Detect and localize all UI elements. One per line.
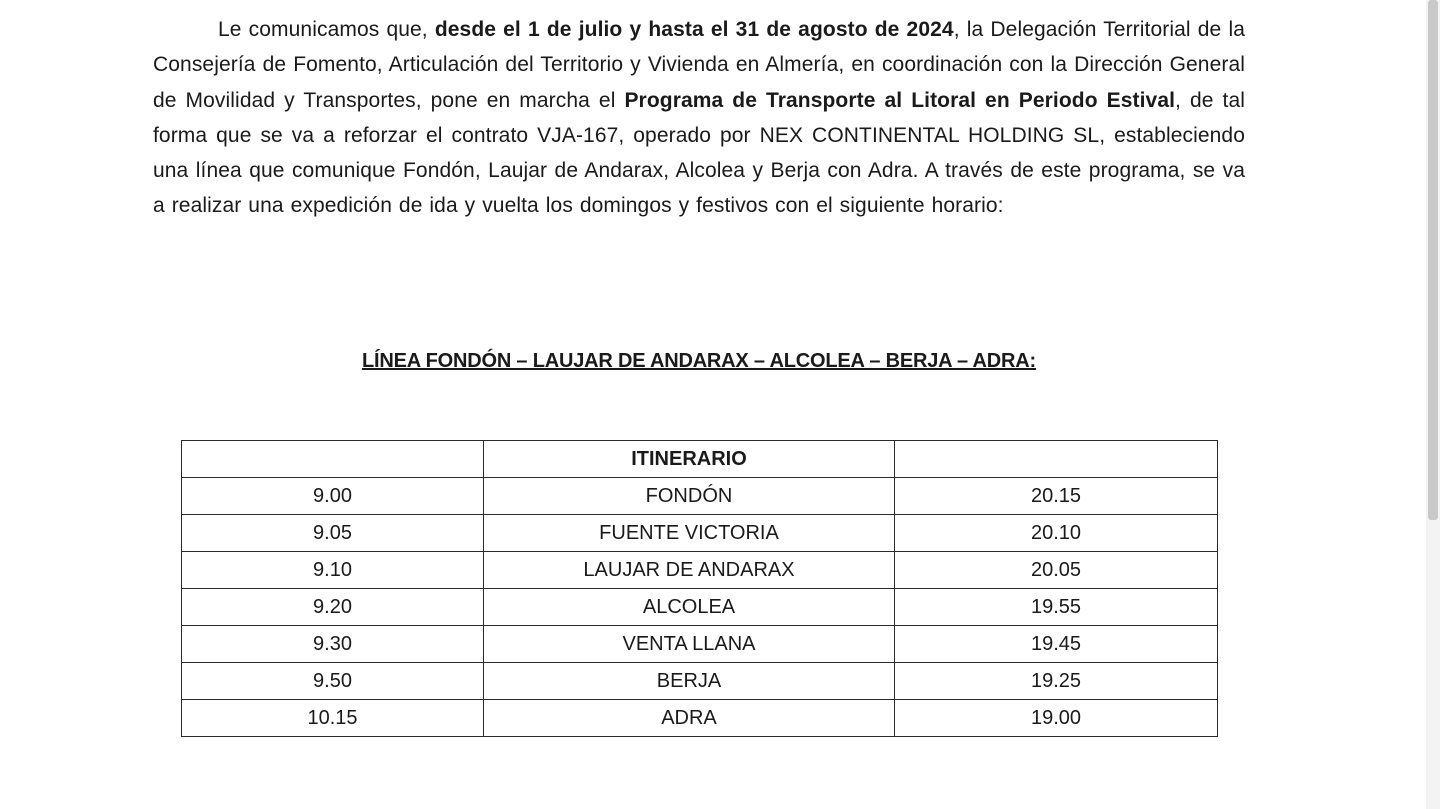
outbound-time: 10.15 [182, 700, 484, 737]
return-time: 20.05 [895, 552, 1218, 589]
stop-name: VENTA LLANA [484, 626, 895, 663]
table-row [182, 589, 1218, 626]
return-time: 19.00 [895, 700, 1218, 737]
intro-text-1: Le comunicamos que, [218, 18, 435, 41]
return-time: 19.55 [895, 589, 1218, 626]
outbound-time: 9.20 [182, 589, 484, 626]
intro-text-3: , de tal forma que se va a reforzar el contrato VJA-167, operado por NEX CONTINENTAL HOLDING SL, estableciendo una línea que comunique Fondón, Laujar de Andarax, Alcolea y Berja con Adra. A través de este programa, se va a realizar una expedición de ida y vuelta los domingos y festivos con el siguiente horario: [153, 88, 1245, 218]
table-row [182, 478, 1218, 515]
table-row [182, 515, 1218, 552]
stop-name: LAUJAR DE ANDARAX [484, 552, 895, 589]
stop-name: FONDÓN [484, 478, 895, 515]
stop-name: FUENTE VICTORIA [484, 515, 895, 552]
outbound-time: 9.50 [182, 663, 484, 700]
schedule-table [181, 440, 1218, 737]
header-return [895, 441, 1218, 478]
vertical-scrollbar[interactable] [1426, 0, 1440, 809]
return-time: 20.15 [895, 478, 1218, 515]
return-time: 20.10 [895, 515, 1218, 552]
outbound-time: 9.30 [182, 626, 484, 663]
table-row [182, 663, 1218, 700]
outbound-time: 9.10 [182, 552, 484, 589]
return-time: 19.45 [895, 626, 1218, 663]
intro-text-2: , la Delegación Territorial de la Consejería de Fomento, Articulación del Territorio y Vivienda en Almería, en coordinación con la Dirección General de Movilidad y Transportes, pone en marcha el [153, 18, 1245, 112]
header-itinerary: ITINERARIO [484, 441, 895, 478]
intro-paragraph [153, 12, 1245, 224]
outbound-time: 9.05 [182, 515, 484, 552]
intro-program-name: Programa de Transporte al Litoral en Periodo Estival [624, 88, 1176, 112]
line-title: LÍNEA FONDÓN – LAUJAR DE ANDARAX – ALCOLEA – BERJA – ADRA: [361, 350, 1036, 372]
table-row [182, 626, 1218, 663]
intro-date-range: desde el 1 de julio y hasta el 31 de agosto de 2024 [434, 18, 954, 41]
scrollbar-thumb[interactable] [1428, 0, 1438, 520]
outbound-time: 9.00 [182, 478, 484, 515]
table-header-row [182, 441, 1218, 478]
return-time: 19.25 [895, 663, 1218, 700]
table-row [182, 700, 1218, 737]
table-row [182, 552, 1218, 589]
header-outbound [182, 441, 484, 478]
stop-name: BERJA [484, 663, 895, 700]
stop-name: ADRA [484, 700, 895, 737]
stop-name: ALCOLEA [484, 589, 895, 626]
